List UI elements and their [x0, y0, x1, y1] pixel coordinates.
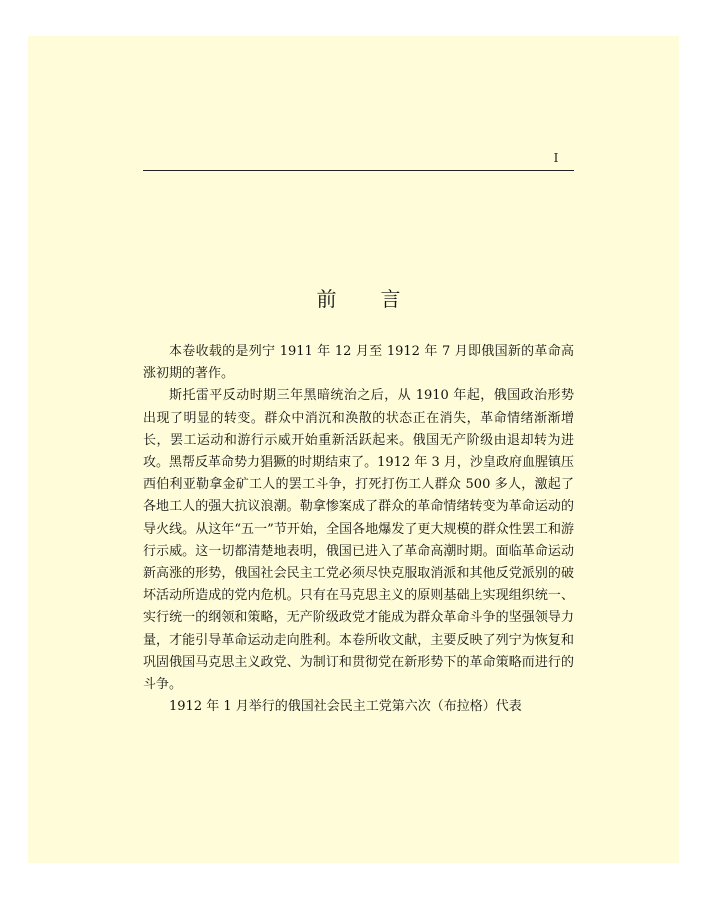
- paragraph: 1912 年 1 月举行的俄国社会民主工党第六次（布拉格）代表: [169, 699, 522, 715]
- page-number: I: [553, 151, 559, 165]
- paragraph: 本卷收载的是列宁 1911 年 12 月至 1912 年 7 月即俄国新的革命高涨初期的著作。: [143, 344, 574, 382]
- body-text: [143, 341, 574, 718]
- paragraph: 斯托雷平反动时期三年黑暗统治之后，从 1910 年起，俄国政治形势出现了明显的转变。群众中消沉和涣散的状态正在消失，革命情绪渐渐增长，罢工运动和游行示威开始重新活跃起来。俄国无产阶级由退却转为进攻。黑帮反革命势力猖獗的时期结束了。1912 年 3 月，沙皇政府血腥镇压西伯利亚勒拿金矿工人的罢工斗争，打死打伤工人群众 500 多人，激起了各地工人的强大抗议浪潮。勒拿惨案成了群众的革命情绪转变为革命运动的导火线。从这年“五一”节开始，全国各地爆发了更大规模的群众性罢工和游行示威。这一切都清楚地表明，俄国已进入了革命高潮时期。面临革命运动新高涨的形势，俄国社会民主工党必须尽快克服取消派和其他反党派别的破坏活动所造成的党内危机。只有在马克思主义的原则基础上实现组织统一、实行统一的纲领和策略，无产阶级政党才能成为群众革命斗争的坚强领导力量，才能引导革命运动走向胜利。本卷所收文献，主要反映了列宁为恢复和巩固俄国马克思主义政党、为制订和贯彻党在新形势下的革命策略而进行的斗争。: [143, 388, 574, 693]
- header-rule: [143, 170, 574, 171]
- chapter-title: 前言: [316, 287, 445, 311]
